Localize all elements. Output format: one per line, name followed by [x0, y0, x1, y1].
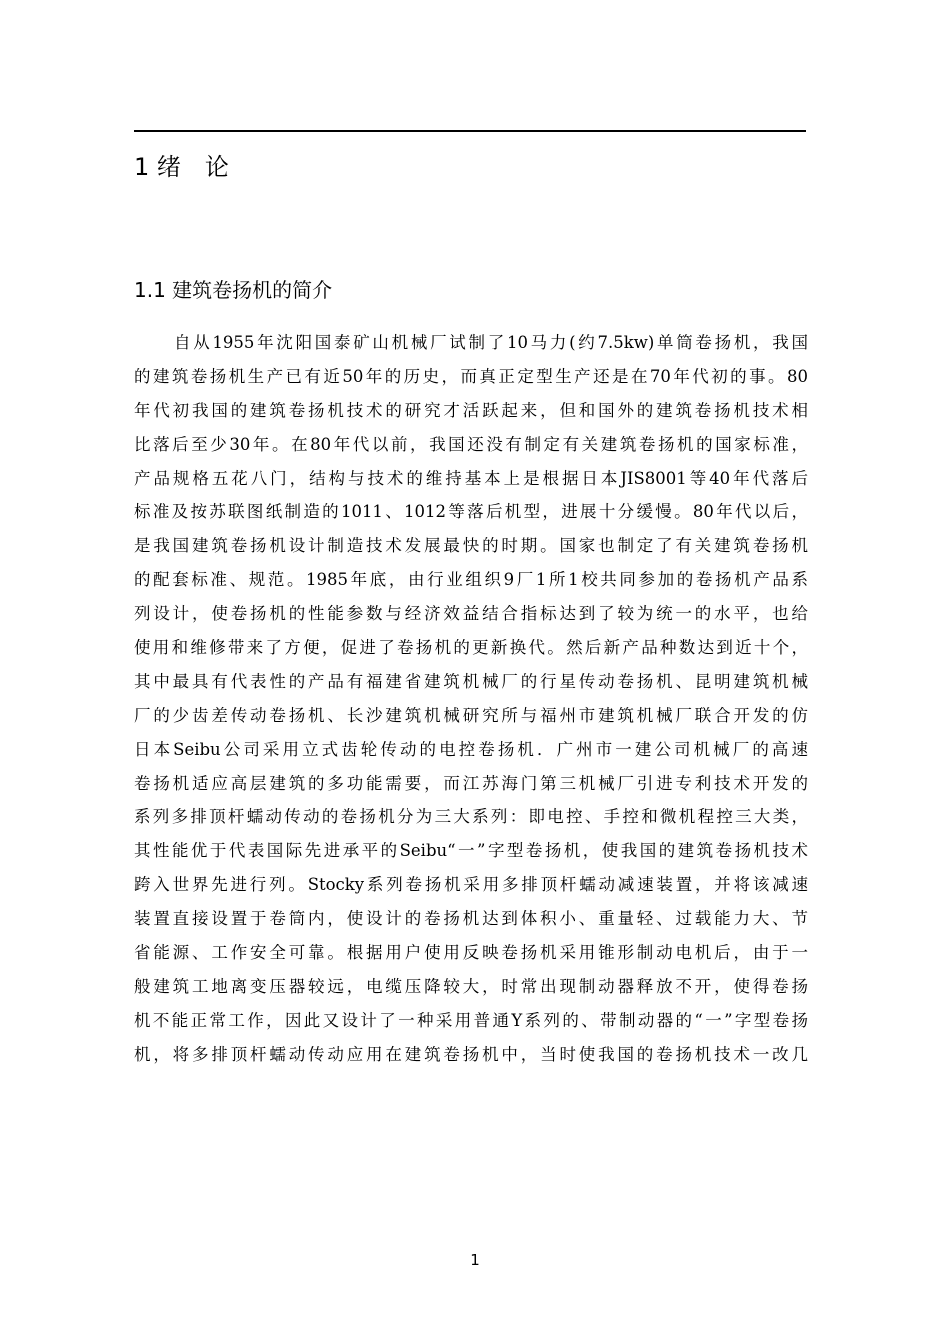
paragraph-line: 系列多排顶杆蠕动传动的卷扬机分为三大系列：即电控、手控和微机程控三大类， — [134, 807, 808, 827]
paragraph-line: 般建筑工地离变压器较远，电缆压降较大，时常出现制动器释放不开，使得卷扬 — [134, 976, 808, 996]
body-paragraph — [134, 326, 808, 1072]
paragraph-line: 省能源、工作安全可靠。根据用户使用反映卷扬机采用锥形制动电机后，由于一 — [134, 943, 808, 963]
paragraph-line: 日本Seibu公司采用立式齿轮传动的电控卷扬机．广州市一建公司机械厂的高速 — [134, 739, 808, 759]
paragraph-line: 自从1955年沈阳国泰矿山机械厂试制了10马力(约7.5kw)单筒卷扬机，我国 — [174, 333, 808, 352]
paragraph-line: 厂的少齿差传动卷扬机、长沙建筑机械研究所与福州市建筑机械厂联合开发的仿 — [134, 705, 808, 725]
paragraph-line: 使用和维修带来了方便，促进了卷扬机的更新换代。然后新产品种数达到近十个， — [134, 638, 808, 658]
paragraph-line: 其中最具有代表性的产品有福建省建筑机械厂的行星传动卷扬机、昆明建筑机械 — [134, 671, 808, 691]
paragraph-line: 机不能正常工作，因此又设计了一种采用普通Y系列的、带制动器的“一”字型卷扬 — [134, 1010, 808, 1030]
paragraph-line: 机，将多排顶杆蠕动传动应用在建筑卷扬机中，当时使我国的卷扬机技术一改几 — [134, 1044, 808, 1064]
paragraph-line: 年代初我国的建筑卷扬机技术的研究才活跃起来，但和国外的建筑卷扬机技术相 — [134, 400, 808, 420]
paragraph-line: 列设计，使卷扬机的性能参数与经济效益结合指标达到了较为统一的水平，也给 — [134, 604, 808, 624]
paragraph-line: 是我国建筑卷扬机设计制造技术发展最快的时期。国家也制定了有关建筑卷扬机 — [134, 536, 808, 556]
chapter-title: 1 绪 论 — [134, 153, 229, 181]
paragraph-line: 的配套标准、规范。1985年底，由行业组织9厂1所1校共同参加的卷扬机产品系 — [134, 570, 808, 590]
paragraph-line: 卷扬机适应高层建筑的多功能需要，而江苏海门第三机械厂引进专利技术开发的 — [134, 773, 808, 793]
section-title: 1.1 建筑卷扬机的简介 — [134, 278, 333, 302]
page-number: 1 — [470, 1251, 480, 1269]
paragraph-line: 的建筑卷扬机生产已有近50年的历史，而真正定型生产还是在70年代初的事。80 — [134, 366, 808, 386]
header-rule — [134, 130, 806, 132]
paragraph-line: 比落后至少30年。在80年代以前，我国还没有制定有关建筑卷扬机的国家标准， — [134, 434, 808, 454]
paragraph-line: 其性能优于代表国际先进承平的Seibu“一”字型卷扬机，使我国的建筑卷扬机技术 — [134, 841, 808, 861]
paragraph-line: 标准及按苏联图纸制造的1011、1012等落后机型，进展十分缓慢。80年代以后， — [134, 502, 808, 522]
paragraph-line: 装置直接设置于卷筒内，使设计的卷扬机达到体积小、重量轻、过载能力大、节 — [134, 909, 808, 929]
paragraph-line: 产品规格五花八门，结构与技术的维持基本上是根据日本JIS8001等40年代落后 — [134, 468, 808, 488]
paragraph-line: 跨入世界先进行列。Stocky系列卷扬机采用多排顶杆蠕动减速装置，并将该减速 — [134, 875, 808, 895]
